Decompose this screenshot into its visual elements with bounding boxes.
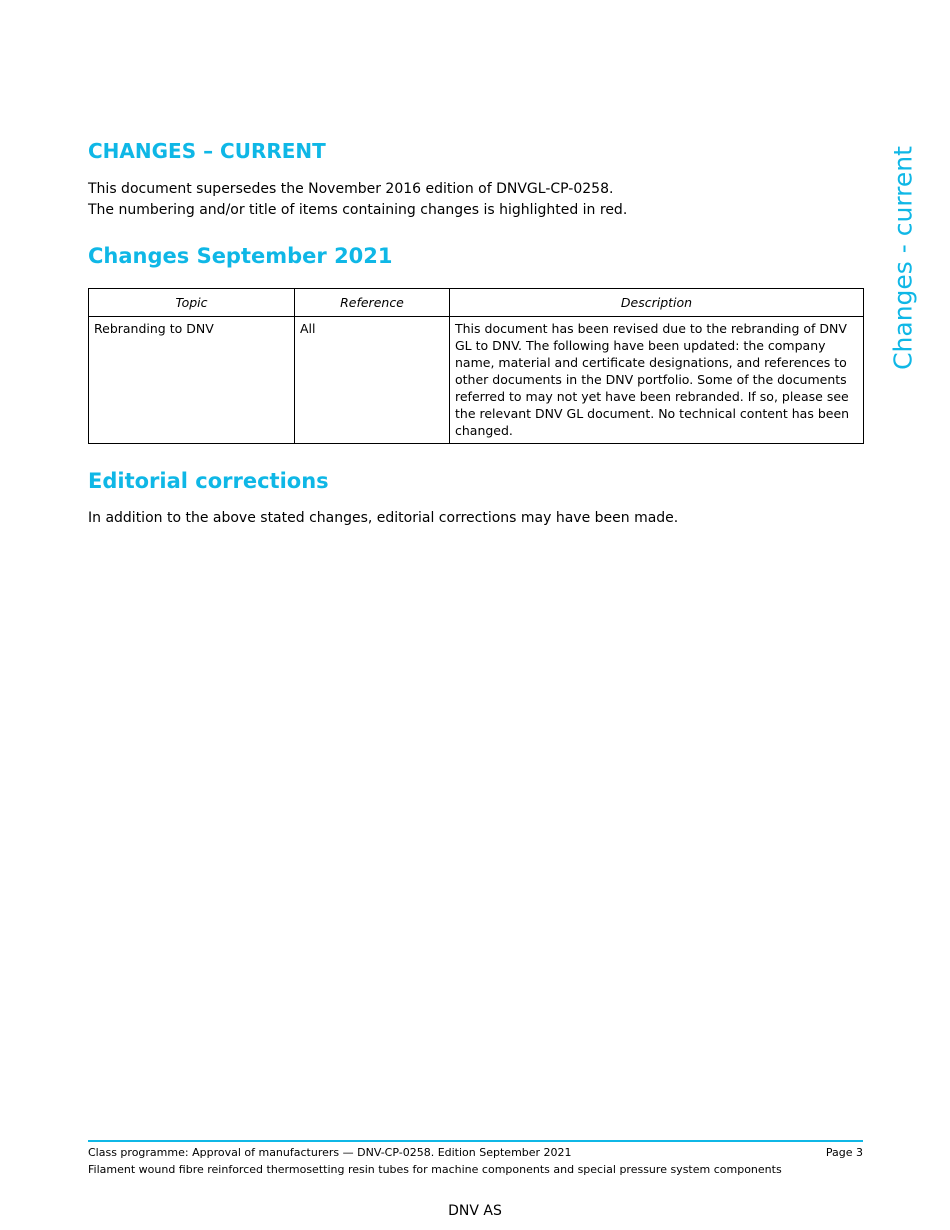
column-header-topic: Topic bbox=[89, 289, 295, 317]
intro-line-supersedes: This document supersedes the November 2016 edition of DNVGL-CP-0258. bbox=[88, 181, 614, 197]
footer-document-reference bbox=[88, 1146, 863, 1160]
cell-reference: All bbox=[295, 317, 450, 444]
table-row bbox=[89, 317, 864, 444]
footer-document-subtitle: Filament wound fibre reinforced thermosetting resin tubes for machine components and special pressure system components bbox=[88, 1163, 782, 1176]
editorial-text: In addition to the above stated changes, editorial corrections may have been made. bbox=[88, 510, 679, 526]
changes-table bbox=[88, 288, 864, 444]
column-header-reference: Reference bbox=[295, 289, 450, 317]
changes-section-heading: Changes September 2021 bbox=[88, 244, 393, 268]
page-number: Page 3 bbox=[825, 1146, 863, 1159]
column-header-description: Description bbox=[450, 289, 864, 317]
footer-divider bbox=[88, 1140, 863, 1142]
intro-line-highlight-note: The numbering and/or title of items containing changes is highlighted in red. bbox=[88, 202, 628, 218]
publisher-name: DNV AS bbox=[448, 1203, 502, 1219]
footer-document-title: Class programme: Approval of manufacturers — DNV-CP-0258. Edition September 2021 bbox=[88, 1146, 572, 1159]
cell-description: This document has been revised due to the rebranding of DNV GL to DNV. The following have been updated: the company name, material and certificate designations, and references to other documents in the DNV portfolio. Some of the documents referred to may not yet have been rebranded. If so, please see the relevant DNV GL document. No technical content has been changed. bbox=[450, 317, 864, 444]
intro-text bbox=[88, 179, 627, 221]
table-header-row bbox=[89, 289, 864, 317]
side-section-label: Changes - current bbox=[888, 146, 918, 370]
page-title: CHANGES – CURRENT bbox=[88, 139, 326, 163]
editorial-section-heading: Editorial corrections bbox=[88, 469, 329, 493]
cell-topic: Rebranding to DNV bbox=[89, 317, 295, 444]
